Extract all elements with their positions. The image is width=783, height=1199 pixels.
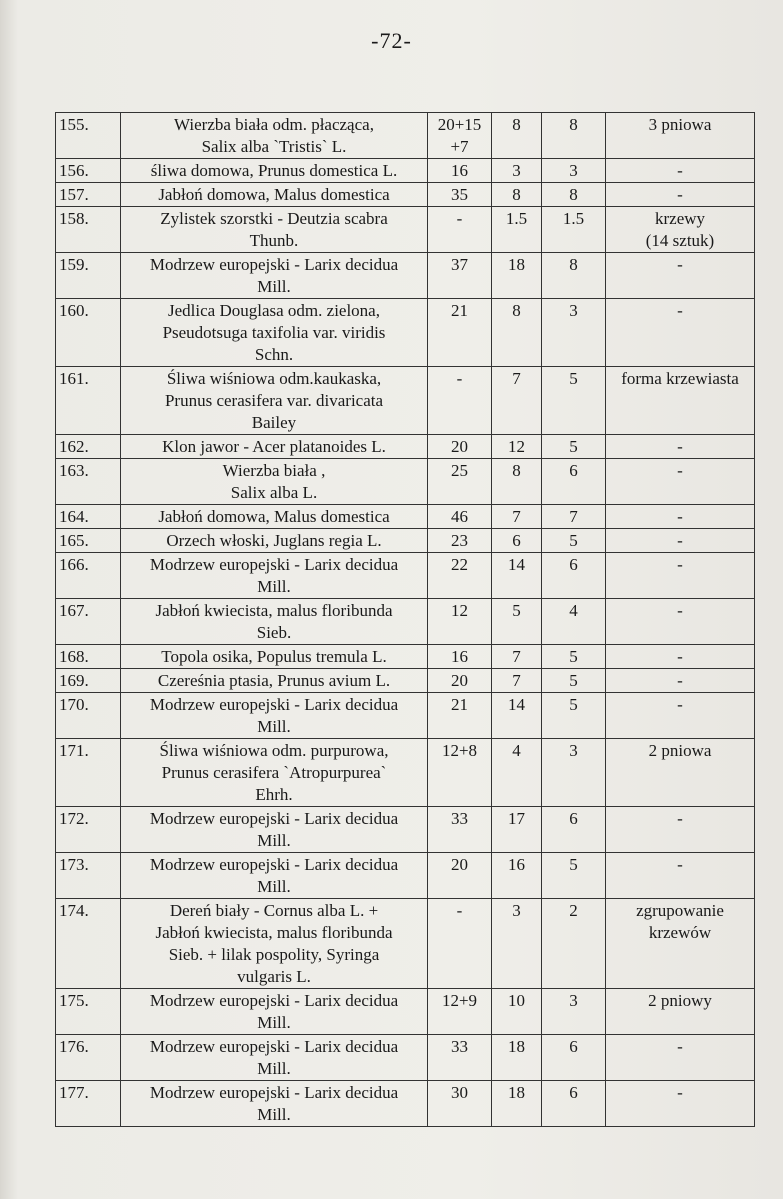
species-name-cell-line: Czereśnia ptasia, Prunus avium L. (157, 671, 391, 690)
species-name-cell-line: Prunus cerasifera `Atropurpurea` (161, 763, 387, 782)
circumference-cell (428, 183, 492, 207)
remarks-cell (606, 253, 755, 299)
row-number-cell: 176. (56, 1035, 121, 1081)
species-name-cell-line: Topola osika, Populus tremula L. (161, 647, 387, 666)
page-number: -72- (371, 28, 412, 53)
remarks-cell-line: - (677, 507, 683, 526)
table-row (56, 253, 755, 299)
circumference-cell-line: 25 (451, 461, 468, 480)
species-name-cell (121, 807, 428, 853)
circumference-cell (428, 367, 492, 435)
species-name-cell (121, 435, 428, 459)
circumference-cell-line: 12+9 (441, 991, 478, 1010)
species-name-cell-line: Mill. (257, 1059, 291, 1078)
circumference-cell-line: 12 (451, 601, 468, 620)
species-name-cell (121, 989, 428, 1035)
circumference-cell (428, 553, 492, 599)
remarks-cell-line: - (677, 809, 683, 828)
crown-cell: 6 (542, 1035, 606, 1081)
circumference-cell (428, 853, 492, 899)
species-name-cell-line: Jabłoń kwiecista, malus floribunda (155, 601, 393, 620)
circumference-cell (428, 113, 492, 159)
row-number-cell: 168. (56, 645, 121, 669)
row-number-cell: 170. (56, 693, 121, 739)
circumference-cell-line: 37 (451, 255, 468, 274)
circumference-cell-line: 33 (451, 1037, 468, 1056)
crown-cell: 5 (542, 367, 606, 435)
species-name-cell-line: Jedlica Douglasa odm. zielona, (168, 301, 380, 320)
circumference-cell (428, 505, 492, 529)
circumference-cell (428, 1035, 492, 1081)
circumference-cell-line: 12+8 (441, 741, 478, 760)
remarks-cell-line: (14 sztuk) (645, 231, 715, 250)
species-name-cell (121, 207, 428, 253)
circumference-cell (428, 669, 492, 693)
table-row (56, 159, 755, 183)
remarks-cell (606, 989, 755, 1035)
remarks-cell-line: - (677, 255, 683, 274)
species-name-cell-line: Dereń biały - Cornus alba L. + (169, 901, 379, 920)
species-name-cell-line: Modrzew europejski - Larix decidua (149, 695, 399, 714)
species-name-cell (121, 645, 428, 669)
remarks-cell-line: - (677, 855, 683, 874)
species-name-cell-line: Bailey (251, 413, 297, 432)
circumference-cell-line: 20 (451, 855, 468, 874)
species-name-cell-line: Mill. (257, 277, 291, 296)
row-number-cell: 167. (56, 599, 121, 645)
species-name-cell-line: Modrzew europejski - Larix decidua (149, 1083, 399, 1102)
height-cell: 7 (492, 505, 542, 529)
row-number-cell: 158. (56, 207, 121, 253)
species-name-cell (121, 367, 428, 435)
height-cell: 1.5 (492, 207, 542, 253)
remarks-cell-line: - (677, 601, 683, 620)
crown-cell: 5 (542, 669, 606, 693)
circumference-cell-line: +7 (450, 137, 469, 156)
remarks-cell-line: krzewy (654, 209, 706, 228)
circumference-cell-line: 22 (451, 555, 468, 574)
species-name-cell-line: Modrzew europejski - Larix decidua (149, 255, 399, 274)
crown-cell: 3 (542, 299, 606, 367)
species-name-cell-line: Ehrh. (255, 785, 293, 804)
species-name-cell-line: Zylistek szorstki - Deutzia scabra (160, 209, 388, 228)
crown-cell: 6 (542, 1081, 606, 1127)
circumference-cell (428, 299, 492, 367)
species-name-cell (121, 853, 428, 899)
row-number-cell: 174. (56, 899, 121, 989)
circumference-cell (428, 529, 492, 553)
remarks-cell (606, 367, 755, 435)
row-number-cell: 156. (56, 159, 121, 183)
table-body (56, 113, 755, 1127)
table-row (56, 807, 755, 853)
height-cell: 14 (492, 553, 542, 599)
table-row (56, 207, 755, 253)
height-cell: 18 (492, 1035, 542, 1081)
remarks-cell (606, 183, 755, 207)
crown-cell: 3 (542, 739, 606, 807)
crown-cell: 5 (542, 693, 606, 739)
remarks-cell (606, 899, 755, 989)
remarks-cell-line: forma krzewiasta (621, 369, 739, 388)
remarks-cell-line: - (677, 185, 683, 204)
table-row (56, 645, 755, 669)
species-name-cell-line: Jabłoń domowa, Malus domestica (158, 185, 390, 204)
table-row (56, 183, 755, 207)
row-number-cell: 177. (56, 1081, 121, 1127)
table-row (56, 739, 755, 807)
row-number-cell: 172. (56, 807, 121, 853)
circumference-cell-line: 16 (451, 161, 468, 180)
row-number-cell: 173. (56, 853, 121, 899)
circumference-cell-line: 21 (451, 301, 468, 320)
remarks-cell (606, 207, 755, 253)
circumference-cell (428, 989, 492, 1035)
species-name-cell-line: Modrzew europejski - Larix decidua (149, 809, 399, 828)
table-row (56, 113, 755, 159)
remarks-cell-line: - (677, 437, 683, 456)
remarks-cell-line: - (677, 531, 683, 550)
height-cell: 8 (492, 113, 542, 159)
remarks-cell (606, 853, 755, 899)
height-cell: 16 (492, 853, 542, 899)
remarks-cell (606, 459, 755, 505)
height-cell: 12 (492, 435, 542, 459)
species-name-cell (121, 599, 428, 645)
crown-cell: 4 (542, 599, 606, 645)
circumference-cell-line: 16 (451, 647, 468, 666)
species-name-cell (121, 739, 428, 807)
height-cell: 18 (492, 1081, 542, 1127)
circumference-cell (428, 207, 492, 253)
remarks-cell (606, 807, 755, 853)
row-number-cell: 160. (56, 299, 121, 367)
crown-cell: 8 (542, 183, 606, 207)
remarks-cell-line: - (677, 555, 683, 574)
species-name-cell-line: Thunb. (249, 231, 299, 250)
height-cell: 8 (492, 459, 542, 505)
circumference-cell-line: 23 (451, 531, 468, 550)
crown-cell: 2 (542, 899, 606, 989)
table-row (56, 553, 755, 599)
circumference-cell-line: 20 (451, 437, 468, 456)
height-cell: 3 (492, 159, 542, 183)
species-name-cell (121, 529, 428, 553)
circumference-cell-line: - (456, 901, 463, 920)
table-row (56, 693, 755, 739)
crown-cell: 6 (542, 553, 606, 599)
row-number-cell: 169. (56, 669, 121, 693)
species-name-cell (121, 459, 428, 505)
species-name-cell (121, 899, 428, 989)
circumference-cell (428, 645, 492, 669)
circumference-cell-line: 20 (451, 671, 468, 690)
crown-cell: 8 (542, 113, 606, 159)
remarks-cell (606, 159, 755, 183)
species-name-cell (121, 183, 428, 207)
species-name-cell-line: Jabłoń domowa, Malus domestica (158, 507, 390, 526)
species-name-cell (121, 505, 428, 529)
species-name-cell-line: Sieb. (256, 623, 292, 642)
height-cell: 7 (492, 367, 542, 435)
circumference-cell (428, 159, 492, 183)
crown-cell: 7 (542, 505, 606, 529)
crown-cell: 3 (542, 159, 606, 183)
crown-cell: 5 (542, 435, 606, 459)
circumference-cell (428, 1081, 492, 1127)
height-cell: 7 (492, 645, 542, 669)
height-cell: 7 (492, 669, 542, 693)
row-number-cell: 159. (56, 253, 121, 299)
circumference-cell-line: 46 (451, 507, 468, 526)
row-number-cell: 164. (56, 505, 121, 529)
remarks-cell-line: - (677, 301, 683, 320)
row-number-cell: 171. (56, 739, 121, 807)
remarks-cell (606, 1035, 755, 1081)
species-name-cell-line: Modrzew europejski - Larix decidua (149, 855, 399, 874)
remarks-cell (606, 529, 755, 553)
table-row (56, 435, 755, 459)
circumference-cell (428, 739, 492, 807)
remarks-cell (606, 299, 755, 367)
crown-cell: 3 (542, 989, 606, 1035)
species-name-cell-line: Mill. (257, 831, 291, 850)
height-cell: 14 (492, 693, 542, 739)
table-row (56, 669, 755, 693)
circumference-cell (428, 693, 492, 739)
species-name-cell-line: Modrzew europejski - Larix decidua (149, 991, 399, 1010)
circumference-cell (428, 807, 492, 853)
species-name-cell-line: Mill. (257, 1105, 291, 1124)
remarks-cell (606, 645, 755, 669)
circumference-cell (428, 253, 492, 299)
remarks-cell (606, 113, 755, 159)
species-name-cell-line: Pseudotsuga taxifolia var. viridis (162, 323, 386, 342)
circumference-cell (428, 459, 492, 505)
species-name-cell-line: Orzech włoski, Juglans regia L. (166, 531, 382, 550)
remarks-cell-line: - (677, 671, 683, 690)
species-name-cell-line: Mill. (257, 877, 291, 896)
species-name-cell (121, 253, 428, 299)
species-name-cell-line: Mill. (257, 577, 291, 596)
remarks-cell-line: 3 pniowa (648, 115, 712, 134)
remarks-cell (606, 1081, 755, 1127)
species-name-cell-line: Klon jawor - Acer platanoides L. (162, 437, 386, 456)
circumference-cell (428, 435, 492, 459)
height-cell: 4 (492, 739, 542, 807)
remarks-cell-line: 2 pniowa (648, 741, 712, 760)
species-name-cell-line: Śliwa wiśniowa odm. purpurowa, (159, 741, 389, 760)
table-row (56, 367, 755, 435)
table-row (56, 529, 755, 553)
species-name-cell-line: Mill. (257, 717, 291, 736)
remarks-cell-line: - (677, 1037, 683, 1056)
table-row (56, 299, 755, 367)
crown-cell: 1.5 (542, 207, 606, 253)
species-name-cell-line: vulgaris L. (237, 967, 311, 986)
species-name-cell (121, 669, 428, 693)
row-number-cell: 175. (56, 989, 121, 1035)
species-name-cell-line: Modrzew europejski - Larix decidua (149, 555, 399, 574)
species-name-cell-line: śliwa domowa, Prunus domestica L. (150, 161, 398, 180)
table-row (56, 505, 755, 529)
circumference-cell-line: 33 (451, 809, 468, 828)
species-name-cell-line: Jabłoń kwiecista, malus floribunda (155, 923, 393, 942)
circumference-cell-line: 20+15 (437, 115, 482, 134)
remarks-cell (606, 693, 755, 739)
circumference-cell-line: 21 (451, 695, 468, 714)
species-name-cell (121, 159, 428, 183)
height-cell: 10 (492, 989, 542, 1035)
table-row (56, 853, 755, 899)
remarks-cell-line: - (677, 461, 683, 480)
species-name-cell (121, 553, 428, 599)
species-name-cell (121, 1081, 428, 1127)
circumference-cell-line: - (456, 209, 463, 228)
row-number-cell: 166. (56, 553, 121, 599)
remarks-cell (606, 739, 755, 807)
table-row (56, 459, 755, 505)
circumference-cell (428, 599, 492, 645)
table-row (56, 599, 755, 645)
table-row (56, 1035, 755, 1081)
species-name-cell (121, 299, 428, 367)
height-cell: 17 (492, 807, 542, 853)
height-cell: 18 (492, 253, 542, 299)
tree-inventory-table (55, 112, 755, 1127)
species-name-cell-line: Sieb. + lilak pospolity, Syringa (168, 945, 380, 964)
remarks-cell (606, 505, 755, 529)
species-name-cell (121, 693, 428, 739)
species-name-cell-line: Prunus cerasifera var. divaricata (164, 391, 384, 410)
table-row (56, 1081, 755, 1127)
height-cell: 8 (492, 183, 542, 207)
crown-cell: 8 (542, 253, 606, 299)
crown-cell: 5 (542, 645, 606, 669)
table-row (56, 989, 755, 1035)
remarks-cell (606, 599, 755, 645)
species-name-cell-line: Salix alba L. (230, 483, 318, 502)
circumference-cell-line: 30 (451, 1083, 468, 1102)
row-number-cell: 165. (56, 529, 121, 553)
remarks-cell-line: - (677, 695, 683, 714)
crown-cell: 6 (542, 459, 606, 505)
remarks-cell-line: krzewów (648, 923, 712, 942)
remarks-cell-line: zgrupowanie (636, 901, 724, 920)
height-cell: 5 (492, 599, 542, 645)
crown-cell: 5 (542, 853, 606, 899)
species-name-cell-line: Schn. (254, 345, 294, 364)
remarks-cell (606, 553, 755, 599)
remarks-cell (606, 669, 755, 693)
height-cell: 6 (492, 529, 542, 553)
row-number-cell: 163. (56, 459, 121, 505)
row-number-cell: 157. (56, 183, 121, 207)
crown-cell: 6 (542, 807, 606, 853)
crown-cell: 5 (542, 529, 606, 553)
species-name-cell-line: Wierzba biała , (222, 461, 326, 480)
species-name-cell (121, 1035, 428, 1081)
remarks-cell-line: - (677, 647, 683, 666)
species-name-cell-line: Śliwa wiśniowa odm.kaukaska, (166, 369, 382, 388)
circumference-cell (428, 899, 492, 989)
species-name-cell-line: Mill. (257, 1013, 291, 1032)
row-number-cell: 155. (56, 113, 121, 159)
remarks-cell-line: - (677, 1083, 683, 1102)
circumference-cell-line: 35 (451, 185, 468, 204)
circumference-cell-line: - (456, 369, 463, 388)
species-name-cell (121, 113, 428, 159)
species-name-cell-line: Modrzew europejski - Larix decidua (149, 1037, 399, 1056)
row-number-cell: 162. (56, 435, 121, 459)
remarks-cell-line: - (677, 161, 683, 180)
height-cell: 3 (492, 899, 542, 989)
table-row (56, 899, 755, 989)
remarks-cell (606, 435, 755, 459)
remarks-cell-line: 2 pniowy (648, 991, 712, 1010)
height-cell: 8 (492, 299, 542, 367)
row-number-cell: 161. (56, 367, 121, 435)
species-name-cell-line: Salix alba `Tristis` L. (201, 137, 347, 156)
species-name-cell-line: Wierzba biała odm. płacząca, (174, 115, 374, 134)
